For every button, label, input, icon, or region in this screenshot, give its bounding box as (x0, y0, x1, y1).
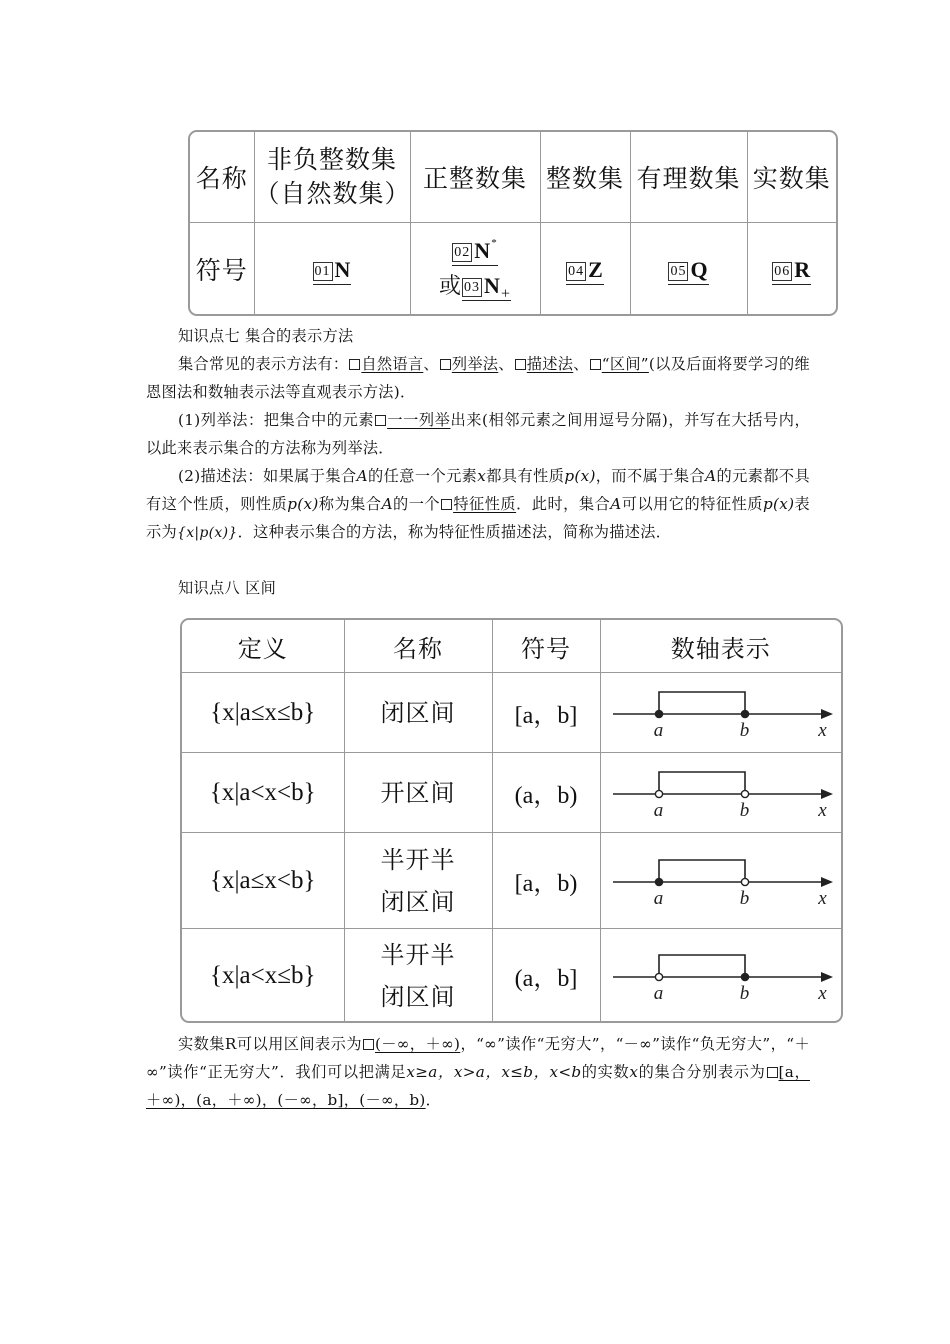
table-header-cell: 实数集 (747, 132, 836, 223)
paragraph: 实数集R可以用区间表示为 (－∞，＋∞)，“∞”读作“无穷大”，“－∞”读作“负无穷大”，“＋∞”读作“正无穷大”．我们可以把满足x≥a，x>a，x≤b，x<b的实数x的集合分别表示为 [a，＋∞)，(a，＋∞)，(－∞，b]，(－∞，b)． (146, 1035, 810, 1109)
interval-symbol: (a，b) (492, 753, 600, 833)
blank-box-icon (440, 359, 451, 370)
section-title: 知识点七 集合的表示方法 (178, 327, 354, 345)
axis-label-x: x (817, 887, 828, 909)
answer-number-box: 02 (454, 244, 471, 260)
interval-symbol: [a，b] (492, 673, 600, 753)
axis-label-b: b (739, 887, 750, 909)
table-header-cell: 非负整数集 （自然数集） (254, 132, 410, 223)
table-row (190, 223, 836, 315)
number-line-cell (600, 833, 841, 929)
blank-box-icon (349, 359, 360, 370)
paragraph: (2)描述法：如果属于集合A的任意一个元素x都具有性质p(x)，而不属于集合A的元素都不具有这个性质，则性质p(x)称为集合A的一个 特征性质．此时，集合A可以用它的特征性质p(x)表示为{x|p(x)}．这种表示集合的方法，称为特征性质描述法，简称为描述法． (146, 467, 811, 541)
table-row (182, 753, 841, 833)
set-symbol: Z (588, 257, 604, 282)
table-row (182, 929, 841, 1023)
number-line-cell (600, 673, 841, 753)
number-line (601, 754, 842, 832)
table-row (182, 620, 841, 673)
blank-box-icon (515, 359, 526, 370)
blank-box-icon (441, 499, 452, 510)
number-line (601, 674, 842, 752)
closed-endpoint (741, 710, 748, 717)
number-line (601, 842, 842, 920)
table-header-cell: 正整数集 (410, 132, 540, 223)
table-row (182, 833, 841, 929)
axis-arrow-icon (821, 877, 833, 887)
table-cell (747, 223, 836, 315)
open-endpoint (741, 790, 748, 797)
table-header-cell: 符号 (492, 620, 600, 673)
blank-box-icon (375, 415, 386, 426)
paragraph: 集合常见的表示方法有： 自然语言、 列举法、 描述法、 “区间”(以及后面将要学习的维恩图法和数轴表示法等直观表示方法)． (146, 355, 810, 401)
answer-number-box: 04 (568, 264, 585, 279)
table-row (182, 673, 841, 753)
number-sets-table (188, 130, 838, 316)
set-symbol: N (334, 257, 352, 282)
answer-number-box: 06 (774, 264, 791, 279)
interval-name: 半开半 闭区间 (344, 833, 492, 929)
table-header-cell: 数轴表示 (600, 620, 841, 673)
interval-name: 半开半 闭区间 (344, 929, 492, 1023)
axis-label-b: b (739, 719, 750, 741)
closed-endpoint (741, 973, 748, 980)
blank-box-icon (363, 1039, 374, 1050)
table-cell (540, 223, 630, 315)
axis-label-a: a (653, 799, 664, 821)
blank-box-icon (767, 1067, 778, 1078)
paragraph: (1)列举法：把集合中的元素 一一列举出来(相邻元素之间用逗号分隔)，并写在大括号内，以此来表示集合的方法称为列举法． (146, 411, 810, 457)
open-endpoint (655, 973, 662, 980)
set-symbol: N (474, 237, 492, 263)
section-title: 知识点八 区间 (178, 579, 277, 597)
answer-number-box: 01 (314, 264, 331, 279)
interval-name: 闭区间 (344, 673, 492, 753)
number-line-cell (600, 929, 841, 1023)
table-cell: 02 N* 或 03 $N_+$ (410, 223, 540, 315)
axis-label-b: b (739, 982, 750, 1004)
axis-arrow-icon (821, 789, 833, 799)
axis-label-x: x (817, 799, 828, 821)
open-endpoint (741, 878, 748, 885)
number-line-cell (600, 753, 841, 833)
interval-bracket (659, 692, 745, 714)
set-symbol: N (484, 272, 501, 298)
interval-bracket (659, 772, 745, 794)
table-cell: 符号 (190, 223, 254, 315)
axis-label-x: x (817, 982, 828, 1004)
interval-bracket (659, 955, 745, 977)
number-line (601, 937, 842, 1015)
closed-endpoint (655, 878, 662, 885)
axis-label-x: x (817, 719, 828, 741)
set-symbol: R (794, 257, 812, 282)
interval-definition: {x|a≤x<b} (182, 833, 344, 929)
interval-bracket (659, 860, 745, 882)
table-cell (254, 223, 410, 315)
open-endpoint (655, 790, 662, 797)
blank-box-icon (590, 359, 601, 370)
table-header-cell: 有理数集 (630, 132, 747, 223)
table-header-cell: 整数集 (540, 132, 630, 223)
axis-arrow-icon (821, 972, 833, 982)
table-row (190, 132, 836, 223)
interval-definition: {x|a<x≤b} (182, 929, 344, 1023)
closed-endpoint (655, 710, 662, 717)
interval-definition: {x|a≤x≤b} (182, 673, 344, 753)
answer-number-box: 05 (670, 264, 687, 279)
axis-label-a: a (653, 719, 664, 741)
table-header-cell: 定义 (182, 620, 344, 673)
axis-label-a: a (653, 887, 664, 909)
axis-arrow-icon (821, 709, 833, 719)
answer-number-box: 03 (464, 279, 481, 295)
interval-name: 开区间 (344, 753, 492, 833)
interval-table (180, 618, 843, 1023)
table-cell (630, 223, 747, 315)
axis-label-a: a (653, 982, 664, 1004)
interval-definition: {x|a<x<b} (182, 753, 344, 833)
interval-symbol: (a，b] (492, 929, 600, 1023)
table-header-cell: 名称 (190, 132, 254, 223)
interval-symbol: [a，b) (492, 833, 600, 929)
axis-label-b: b (739, 799, 750, 821)
table-header-cell: 名称 (344, 620, 492, 673)
set-symbol: Q (690, 257, 709, 282)
